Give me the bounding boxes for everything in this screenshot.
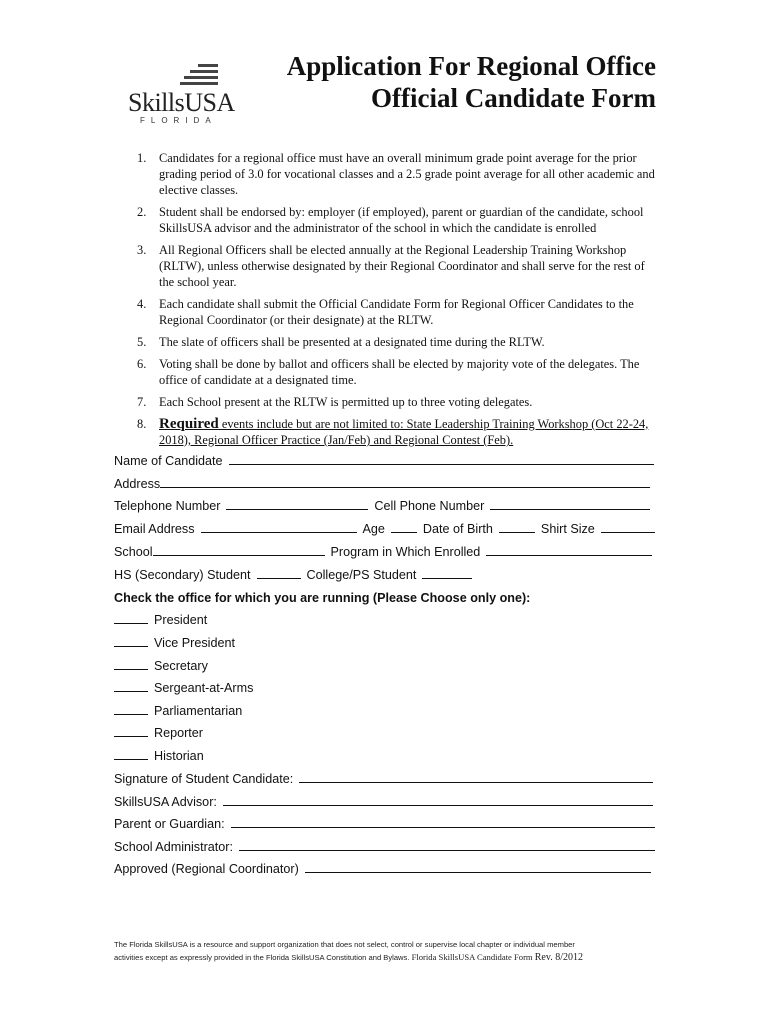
rule-item xyxy=(117,204,657,236)
rule-item xyxy=(117,356,657,388)
parent-signature-label: Parent or Guardian: xyxy=(114,817,225,831)
rule-item xyxy=(117,394,657,410)
coordinator-signature-label: Approved (Regional Coordinator) xyxy=(114,862,299,876)
rules-list xyxy=(117,150,657,454)
office-option xyxy=(114,747,659,765)
rule-item xyxy=(117,416,657,448)
program-label: Program in Which Enrolled xyxy=(330,545,481,559)
office-option xyxy=(114,724,659,742)
cell-phone-label: Cell Phone Number xyxy=(374,499,485,513)
advisor-signature-label: SkillsUSA Advisor: xyxy=(114,795,217,809)
age-label: Age xyxy=(362,522,385,536)
office-checkbox-blank[interactable] xyxy=(114,725,148,737)
rule-text: Candidates for a regional office must have an overall minimum grade point average for the prior grading period of 3.0 for vocational classes and a 2.5 grade point average for all other academic and elective classes. xyxy=(159,151,655,197)
candidate-name-field[interactable] xyxy=(229,453,654,465)
office-option xyxy=(114,679,659,697)
candidate-name-label: Name of Candidate xyxy=(114,454,223,468)
candidate-name-row xyxy=(114,452,659,470)
office-checkbox-blank[interactable] xyxy=(114,680,148,692)
footer-line-1: The Florida SkillsUSA is a resource and support organization that does not select, control or supervise local chapter or individual member xyxy=(114,940,575,949)
telephone-label: Telephone Number xyxy=(114,499,221,513)
office-heading: Check the office for which you are running (Please Choose only one): xyxy=(114,591,531,605)
office-checkbox-blank[interactable] xyxy=(114,703,148,715)
cell-phone-field[interactable] xyxy=(490,498,650,510)
date-of-birth-field[interactable] xyxy=(499,521,535,533)
rule-number: 4. xyxy=(137,297,147,311)
college-student-field[interactable] xyxy=(422,567,472,579)
student-type-row xyxy=(114,566,659,584)
title-line-1: Application For Regional Office xyxy=(286,51,656,81)
office-option xyxy=(114,611,659,629)
shirt-size-label: Shirt Size xyxy=(540,522,595,536)
program-field[interactable] xyxy=(486,544,652,556)
rule-number: 8. xyxy=(137,417,147,431)
footer xyxy=(114,938,659,964)
parent-signature-field[interactable] xyxy=(231,816,655,828)
office-label: Secretary xyxy=(154,659,208,673)
admin-signature-row xyxy=(114,838,659,856)
advisor-signature-field[interactable] xyxy=(223,794,653,806)
office-checkbox-blank[interactable] xyxy=(114,612,148,624)
telephone-field[interactable] xyxy=(226,498,368,510)
office-checkbox-blank[interactable] xyxy=(114,748,148,760)
date-of-birth-label: Date of Birth xyxy=(422,522,493,536)
hs-student-label: HS (Secondary) Student xyxy=(114,568,251,582)
revision-date: Rev. 8/2012 xyxy=(534,952,583,963)
school-field[interactable] xyxy=(153,544,325,556)
rule-number: 5. xyxy=(137,335,147,349)
student-signature-field[interactable] xyxy=(299,771,653,783)
coordinator-signature-field[interactable] xyxy=(305,861,651,873)
office-option xyxy=(114,634,659,652)
rule-number: 3. xyxy=(137,243,147,257)
shirt-size-field[interactable] xyxy=(601,521,655,533)
email-field[interactable] xyxy=(201,521,357,533)
rule-text: Each candidate shall submit the Official Candidate Form for Regional Officer Candidates to the Regional Coordinator (or their designate) at the RLTW. xyxy=(159,297,634,327)
hs-student-field[interactable] xyxy=(257,567,301,579)
required-label: Required xyxy=(159,416,219,432)
rule-text: Each School present at the RLTW is permitted up to three voting delegates. xyxy=(159,395,533,409)
office-label: Vice President xyxy=(154,636,235,650)
rule-number: 6. xyxy=(137,357,147,371)
office-label: Reporter xyxy=(154,726,203,740)
office-option xyxy=(114,702,659,720)
email-label: Email Address xyxy=(114,522,195,536)
parent-signature-row xyxy=(114,815,659,833)
rule-item xyxy=(117,242,657,290)
office-option xyxy=(114,657,659,675)
rule-number: 2. xyxy=(137,205,147,219)
rule-text: Voting shall be done by ballot and officers shall be elected by majority vote of the delegates. The office of candidate at a designated time. xyxy=(159,357,640,387)
student-signature-label: Signature of Student Candidate: xyxy=(114,772,294,786)
rule-item xyxy=(117,296,657,328)
office-label: Sergeant-at-Arms xyxy=(154,681,254,695)
office-checkbox-blank[interactable] xyxy=(114,635,148,647)
logo-wordmark: SkillsUSA xyxy=(128,88,235,117)
rule-text: Student shall be endorsed by: employer (if employed), parent or guardian of the candidate, school SkillsUSA advisor and the administrator of the school in which the candidate is enrolled xyxy=(159,205,644,235)
rule-item xyxy=(117,334,657,350)
office-label: Historian xyxy=(154,749,204,763)
address-row xyxy=(114,475,659,493)
address-label: Address xyxy=(114,477,161,491)
student-signature-row xyxy=(114,770,659,788)
school-row xyxy=(114,543,659,561)
office-checkbox-blank[interactable] xyxy=(114,658,148,670)
age-field[interactable] xyxy=(391,521,417,533)
phone-row xyxy=(114,497,659,515)
coordinator-signature-row xyxy=(114,860,659,878)
address-field[interactable] xyxy=(160,476,650,488)
admin-signature-label: School Administrator: xyxy=(114,840,233,854)
footer-line-2 xyxy=(114,951,659,964)
email-row xyxy=(114,520,659,538)
office-label: Parliamentarian xyxy=(154,704,243,718)
admin-signature-field[interactable] xyxy=(239,839,655,851)
skillsusa-florida-logo xyxy=(128,62,235,132)
rule-number: 1. xyxy=(137,151,147,165)
logo-state: FLORIDA xyxy=(140,116,217,125)
rule-number: 7. xyxy=(137,395,147,409)
rule-text: All Regional Officers shall be elected annually at the Regional Leadership Training Workshop (RLTW), unless otherwise designated by their Regional Coordinator and shall serve for the rest of the school year. xyxy=(159,243,645,289)
office-label: President xyxy=(154,613,208,627)
form-name: Florida SkillsUSA Candidate Form xyxy=(411,952,533,962)
rule-text: events include but are not limited to: State Leadership Training Workshop (Oct 22-24, 2018), Regional Officer Practice (Jan/Feb) and Regional Contest (Feb). xyxy=(159,417,649,447)
flag-stripes-icon xyxy=(180,62,220,90)
footer-disclaimer: activities except as expressly provided in the Florida SkillsUSA Constitution and Bylaws. xyxy=(114,953,410,962)
title-line-2: Official Candidate Form xyxy=(371,83,656,113)
page-title xyxy=(287,50,656,114)
college-student-label: College/PS Student xyxy=(306,568,417,582)
advisor-signature-row xyxy=(114,793,659,811)
rule-text: The slate of officers shall be presented at a designated time during the RLTW. xyxy=(159,335,545,349)
rule-item xyxy=(117,150,657,198)
school-label: School xyxy=(114,545,153,559)
